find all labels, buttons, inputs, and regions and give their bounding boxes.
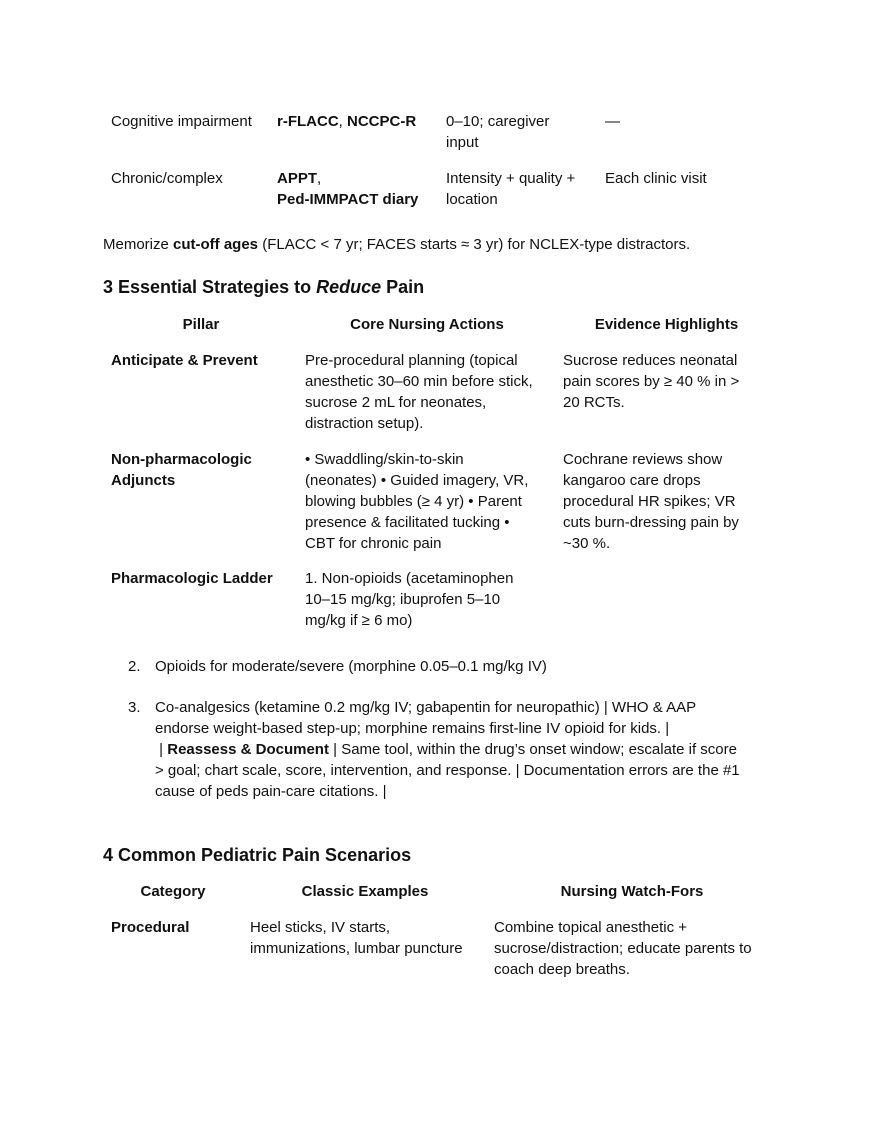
actions-line: distraction setup).: [305, 415, 424, 432]
evidence-line: procedural HR spikes; VR: [563, 493, 736, 510]
evidence-line: kangaroo care drops: [563, 472, 701, 489]
column-header: Core Nursing Actions: [350, 316, 504, 333]
list-number: 3.: [128, 699, 141, 716]
memo-paragraph: [103, 234, 803, 255]
column-header: Pillar: [182, 316, 220, 333]
list-line-text: | Same tool, within the drug’s onset window; escalate if score: [328, 741, 737, 758]
list-line: > goal; chart scale, score, intervention, and response. | Documentation errors are the #1: [155, 762, 740, 779]
scale-cell-line: input: [446, 134, 479, 151]
actions-line: blowing bubbles (≥ 4 yr) • Parent: [305, 493, 522, 510]
list-line: Co-analgesics (ketamine 0.2 mg/kg IV; gabapentin for neuropathic) | WHO & AAP: [155, 699, 697, 716]
tool-name: NCCPC-R: [347, 113, 417, 130]
watch-line: Combine topical anesthetic +: [494, 919, 688, 936]
memo-text: (FLACC < 7 yr; FACES starts ≈ 3 yr) for NCLEX-type distractors.: [258, 236, 691, 253]
heading-emphasis: Reduce: [316, 277, 382, 297]
column-header: Classic Examples: [301, 883, 429, 900]
timing-cell: —: [605, 113, 620, 130]
pillar-cell: Non-pharmacologic: [111, 451, 252, 468]
actions-line: sucrose 2 mL for neonates,: [305, 394, 487, 411]
list-line: [155, 739, 785, 760]
section-heading: 4 Common Pediatric Pain Scenarios: [103, 845, 412, 865]
list-line: endorse weight-based step-up; morphine remains first-line IV opioid for kids. |: [155, 720, 670, 737]
pillar-cell: Anticipate & Prevent: [111, 352, 258, 369]
tool-name: Ped-IMMPACT diary: [277, 191, 419, 208]
list-line-text: |: [155, 741, 168, 758]
heading-text: Pain: [381, 277, 425, 297]
actions-line: 1. Non-opioids (acetaminophen: [305, 570, 514, 587]
evidence-line: Cochrane reviews show: [563, 451, 723, 468]
column-header: Evidence Highlights: [594, 316, 739, 333]
tool-separator: ,: [338, 113, 347, 130]
tool-name: r-FLACC: [277, 113, 339, 130]
pillar-cell: Adjuncts: [111, 472, 176, 489]
memo-bold: cut-off ages: [173, 236, 259, 253]
watch-line: sucrose/distraction; educate parents to: [494, 940, 752, 957]
list-text: Opioids for moderate/severe (morphine 0.05–0.1 mg/kg IV): [155, 658, 547, 675]
evidence-line: cuts burn-dressing pain by: [563, 514, 739, 531]
pillar-cell: Pharmacologic Ladder: [111, 570, 273, 587]
watch-line: coach deep breaths.: [494, 961, 630, 978]
column-header: Nursing Watch-Fors: [560, 883, 704, 900]
evidence-line: 20 RCTs.: [563, 394, 625, 411]
category-cell: Procedural: [111, 919, 190, 936]
actions-line: (neonates) • Guided imagery, VR,: [305, 472, 529, 489]
actions-line: presence & facilitated tucking •: [305, 514, 510, 531]
evidence-line: Sucrose reduces neonatal: [563, 352, 738, 369]
actions-line: • Swaddling/skin-to-skin: [305, 451, 464, 468]
tool-cell: [277, 168, 321, 189]
evidence-line: ~30 %.: [563, 535, 611, 552]
actions-line: 10–15 mg/kg; ibuprofen 5–10: [305, 591, 501, 608]
actions-line: anesthetic 30–60 min before stick,: [305, 373, 533, 390]
heading-text: 3 Essential Strategies to: [103, 277, 317, 297]
actions-line: mg/kg if ≥ 6 mo): [305, 612, 413, 629]
actions-line: CBT for chronic pain: [305, 535, 442, 552]
tool-name: APPT: [277, 170, 318, 187]
tool-separator: ,: [317, 170, 322, 187]
section-heading: [103, 275, 424, 299]
evidence-line: pain scores by ≥ 40 % in >: [563, 373, 740, 390]
actions-line: Pre-procedural planning (topical: [305, 352, 518, 369]
list-text: [155, 697, 785, 802]
tool-cell: [277, 111, 416, 132]
examples-line: immunizations, lumbar puncture: [250, 940, 463, 957]
tool-cell-line: [277, 189, 418, 210]
timing-cell: Each clinic visit: [605, 170, 707, 187]
group-cell: Cognitive impairment: [111, 113, 252, 130]
group-cell: Chronic/complex: [111, 170, 223, 187]
scale-cell-line: Intensity + quality +: [446, 170, 576, 187]
column-header: Category: [140, 883, 206, 900]
scale-cell-line: location: [446, 191, 498, 208]
list-line-bold: Reassess & Document: [167, 741, 329, 758]
memo-text: Memorize: [103, 236, 174, 253]
list-line: cause of peds pain-care citations. |: [155, 783, 387, 800]
list-number: 2.: [128, 658, 141, 675]
examples-line: Heel sticks, IV starts,: [250, 919, 391, 936]
scale-cell-line: 0–10; caregiver: [446, 113, 550, 130]
